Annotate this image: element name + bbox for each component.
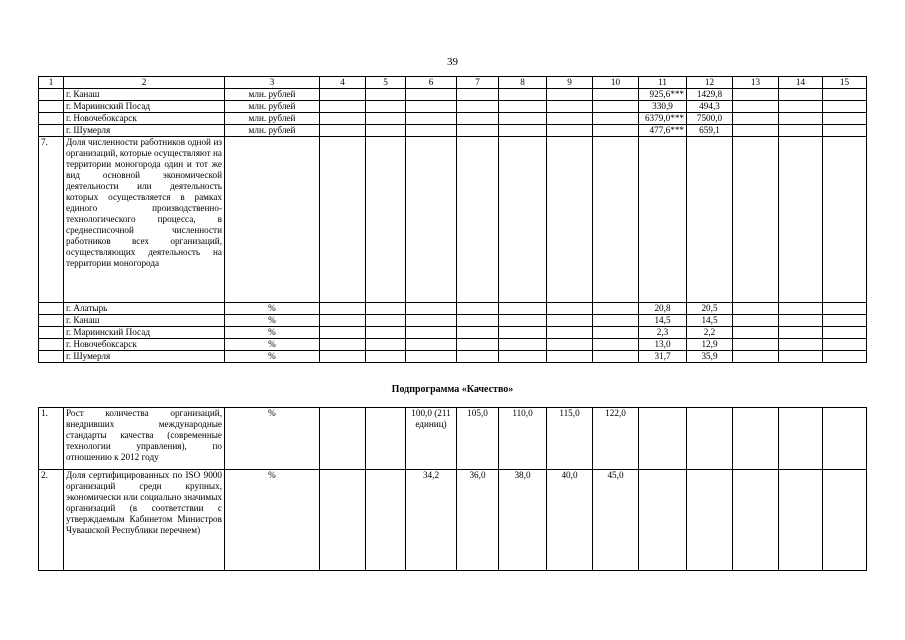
unit: млн. рублей bbox=[225, 125, 320, 137]
col-header: 10 bbox=[593, 77, 639, 89]
col-header: 2 bbox=[64, 77, 225, 89]
value-col11: 6379,0*** bbox=[639, 113, 687, 125]
value-col8: 38,0 bbox=[499, 470, 547, 571]
page-number: 39 bbox=[447, 56, 458, 68]
col-header: 3 bbox=[225, 77, 320, 89]
value-col11: 20,8 bbox=[639, 303, 687, 315]
table-row bbox=[39, 113, 867, 125]
value-col12: 35,9 bbox=[687, 351, 733, 363]
col-header: 13 bbox=[733, 77, 779, 89]
value-col9: 40,0 bbox=[547, 470, 593, 571]
col-header: 1 bbox=[39, 77, 64, 89]
col-header: 12 bbox=[687, 77, 733, 89]
indicator-text: Доля сертифицированных по ISO 9000 организаций среди крупных, экономически или социально значимых организаций (в соответствии с утверждаемым Кабинетом Министров Чувашской Республики перечнем) bbox=[64, 470, 225, 571]
value-col11: 925,6*** bbox=[639, 89, 687, 101]
unit: млн. рублей bbox=[225, 113, 320, 125]
indicator-text: Доля численности работников одной из организаций, которые осуществляют на территории моногорода один и тот же вид основной экономической деятельности или деятельность которых осуществляется в рамках единого производственно-технологического процесса, в среднесписочной численности работников всех организаций, осуществляющих деятельность на территории моногорода bbox=[64, 137, 225, 303]
value-col12: 20,5 bbox=[687, 303, 733, 315]
table-row-quality-1 bbox=[39, 408, 867, 470]
indicators-table bbox=[38, 76, 867, 363]
column-number-row bbox=[39, 77, 867, 89]
value-col12: 12,9 bbox=[687, 339, 733, 351]
table-row bbox=[39, 125, 867, 137]
city-name: г. Мариинский Посад bbox=[64, 327, 225, 339]
value-col12: 659,1 bbox=[687, 125, 733, 137]
city-name: г. Шумерля bbox=[64, 351, 225, 363]
city-name: г. Новочебоксарск bbox=[64, 113, 225, 125]
table-row-item7 bbox=[39, 137, 867, 303]
city-name: г. Шумерля bbox=[64, 125, 225, 137]
col-header: 8 bbox=[499, 77, 547, 89]
value-col11: 330,9 bbox=[639, 101, 687, 113]
value-col11: 13,0 bbox=[639, 339, 687, 351]
col-header: 6 bbox=[406, 77, 457, 89]
unit: % bbox=[225, 408, 320, 470]
subprogram-title: Подпрограмма «Качество» bbox=[391, 384, 514, 395]
table-row bbox=[39, 89, 867, 101]
table-row bbox=[39, 315, 867, 327]
value-col12: 14,5 bbox=[687, 315, 733, 327]
value-col11: 477,6*** bbox=[639, 125, 687, 137]
value-col9: 115,0 bbox=[547, 408, 593, 470]
value-col7: 36,0 bbox=[457, 470, 499, 571]
value-col12: 494,3 bbox=[687, 101, 733, 113]
value-col11: 31,7 bbox=[639, 351, 687, 363]
unit: % bbox=[225, 315, 320, 327]
unit: % bbox=[225, 303, 320, 315]
table-row-quality-2 bbox=[39, 470, 867, 571]
quality-table bbox=[38, 407, 867, 571]
col-header: 5 bbox=[366, 77, 406, 89]
city-name: г. Канаш bbox=[64, 315, 225, 327]
city-name: г. Мариинский Посад bbox=[64, 101, 225, 113]
value-col10: 45,0 bbox=[593, 470, 639, 571]
table-row bbox=[39, 101, 867, 113]
city-name: г. Канаш bbox=[64, 89, 225, 101]
col-header: 14 bbox=[779, 77, 823, 89]
value-col11: 14,5 bbox=[639, 315, 687, 327]
col-header: 11 bbox=[639, 77, 687, 89]
table-row bbox=[39, 327, 867, 339]
value-col12: 7500,0 bbox=[687, 113, 733, 125]
unit: % bbox=[225, 339, 320, 351]
city-name: г. Новочебоксарск bbox=[64, 339, 225, 351]
city-name: г. Алатырь bbox=[64, 303, 225, 315]
value-col10: 122,0 bbox=[593, 408, 639, 470]
col-header: 4 bbox=[320, 77, 366, 89]
table-row bbox=[39, 351, 867, 363]
unit: % bbox=[225, 351, 320, 363]
unit: % bbox=[225, 327, 320, 339]
table-row bbox=[39, 339, 867, 351]
col-header: 15 bbox=[823, 77, 867, 89]
col-header: 9 bbox=[547, 77, 593, 89]
unit: млн. рублей bbox=[225, 101, 320, 113]
value-col7: 105,0 bbox=[457, 408, 499, 470]
indicator-text: Рост количества организаций, внедривших международные стандарты качества (современные технологии управления), по отношению к 2012 году bbox=[64, 408, 225, 470]
value-col11: 2,3 bbox=[639, 327, 687, 339]
row-number: 1. bbox=[39, 408, 64, 470]
value-col6: 100,0 (211 единиц) bbox=[406, 408, 457, 470]
row-number: 2. bbox=[39, 470, 64, 571]
unit: % bbox=[225, 470, 320, 571]
col-header: 7 bbox=[457, 77, 499, 89]
value-col6: 34,2 bbox=[406, 470, 457, 571]
value-col8: 110,0 bbox=[499, 408, 547, 470]
unit: млн. рублей bbox=[225, 89, 320, 101]
table-row bbox=[39, 303, 867, 315]
value-col12: 1429,8 bbox=[687, 89, 733, 101]
value-col12: 2,2 bbox=[687, 327, 733, 339]
row-number: 7. bbox=[39, 137, 64, 303]
